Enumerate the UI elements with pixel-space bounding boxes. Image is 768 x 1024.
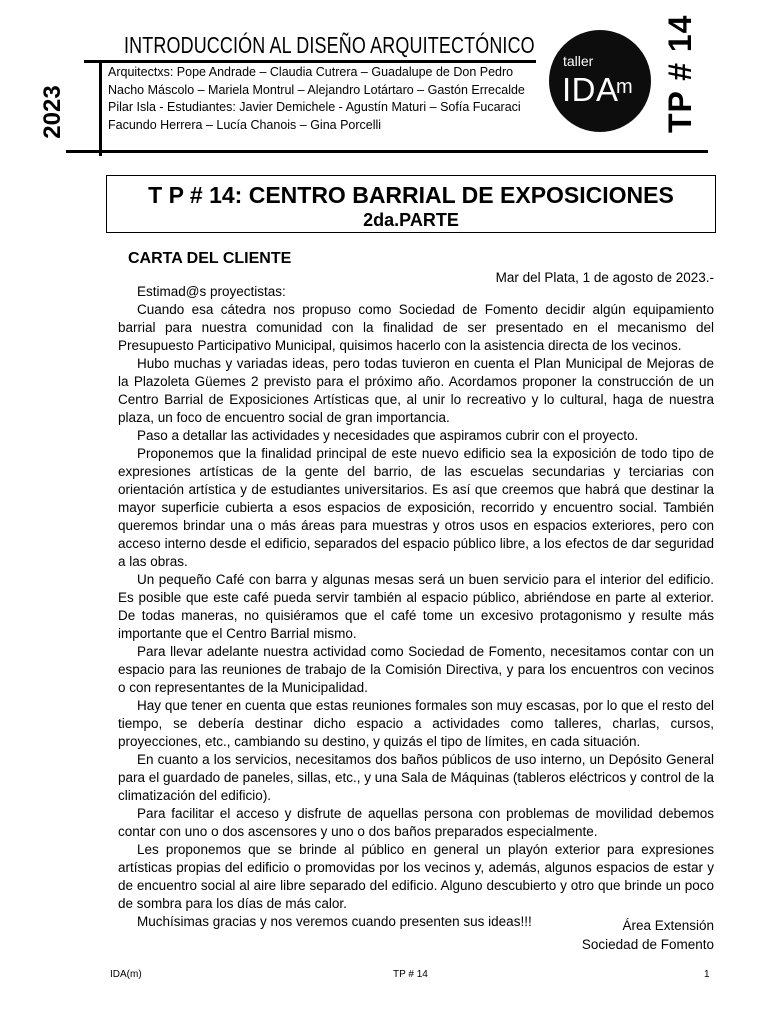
letter-paragraph: Paso a detallar las actividades y necesidades que aspiramos cubrir con el proyecto. [137,428,639,443]
logo-taller-text: taller [563,53,594,69]
tp-number-label: TP # 14 [662,14,698,133]
signature-line: Área Extensión [622,918,714,933]
title-box [106,175,716,233]
year-label: 2023 [39,85,66,139]
page-number: 1 [704,969,710,980]
letter-paragraph: En cuanto a los servicios, necesitamos dos baños públicos de uso interno, un Depósito General para el guardado de paneles, sillas, etc., y una Sala de Máquinas (tableros eléctricos y control de la climatización del edificio). [118,752,714,803]
letter-paragraph: Muchísimas gracias y nos veremos cuando presenten sus ideas!!! [137,914,532,929]
letter-paragraph: Les proponemos que se brinde al público en general un playón exterior para expresiones artísticas propias del edificio o promovidas por los vecinos y, además, algunos espacios de estar y de encuentro social al aire libre separado del edificio. Alguno descubierto y otro que brinde un poco de sombra para los días de más calor. [118,842,714,911]
letter-paragraph: Hay que tener en cuenta que estas reuniones formales son muy escasas, por lo que el resto del tiempo, se debería destinar dicho espacio a actividades como talleres, charlas, cursos, proyecciones, etc., cambiando su destino, y quizás el tipo de límites, en cada situación. [118,698,714,749]
letter-date: Mar del Plata, 1 de agosto de 2023.- [495,270,714,285]
letter-paragraph: Para llevar adelante nuestra actividad como Sociedad de Fomento, necesitamos contar con un espacio para las reuniones de trabajo de la Comisión Directiva, y para los encuentros con vecinos o con representantes de la Municipalidad. [118,644,714,695]
letter-paragraph: Un pequeño Café con barra y algunas mesas será un buen servicio para el interior del edificio. Es posible que este café pueda servir también al espacio público, abriéndose en parte al exterior. De todas maneras, no quisiéramos que el café tome un excesivo protagonismo y resulte más importante que el Centro Barrial mismo. [118,572,714,641]
document-title: T P # 14: CENTRO BARRIAL DE EXPOSICIONES [148,182,674,208]
letter-paragraph: Proponemos que la finalidad principal de este nuevo edificio sea la exposición de todo tipo de expresiones artísticas de la gente del barrio, de las escuelas secundarias y terciarias con orientación artística y de estudiantes universitarios. Es así que creemos que habrá que destinar la mayor superficie cubierta a esos espacios de exposición, recorrido y encuentro social. También queremos brindar una o más áreas para muestras y otros usos en espacios exteriores, pero con acceso interno desde el edificio, separados del espacio público libre, a los efectos de dar seguridad a las obras. [118,446,714,569]
logo-ida-text: IDA [562,71,619,108]
course-title: INTRODUCCIÓN AL DISEÑO ARQUITECTÓNICO [124,32,535,58]
authors-line: Facundo Herrera – Lucía Chanois – Gina Porcelli [108,117,382,132]
authors-line: Nacho Máscolo – Mariela Montrul – Alejandro Lotártaro – Gastón Errecalde [108,82,525,97]
header-rule-bottom [66,150,708,153]
authors-line: Pilar Isla - Estudiantes: Javier Demichele - Agustín Maturi – Sofía Fucaraci [108,100,521,114]
letter-paragraph: Hubo muchas y variadas ideas, pero todas tuvieron en cuenta el Plan Municipal de Mejoras de la Plazoleta Güemes 2 previsto para el próximo año. Acordamos proponer la construcción de un Centro Barrial de Exposiciones Artísticas que, al unir lo recreativo y lo cultural, haga de nuestra plaza, un foco de encuentro social de gran importancia. [118,356,714,425]
authors-block [108,64,548,134]
authors-line: Arquitectxs: Pope Andrade – Claudia Cutrera – Guadalupe de Don Pedro [108,65,514,79]
letter-signature [582,916,714,954]
letter-paragraph: Cuando esa cátedra nos propuso como Sociedad de Fomento decidir algún equipamiento barrial para nuestra comunidad con la finalidad de ser presentado en el mecanismo del Presupuesto Participativo Municipal, quisimos hacerlo con la asistencia directa de los vecinos. [118,302,714,353]
section-title: CARTA DEL CLIENTE [128,250,292,267]
footer-left: IDA(m) [110,969,142,980]
header-vertical-rule [99,62,102,156]
letter-paragraph: Estimad@s proyectistas: [137,284,286,299]
signature-line: Sociedad de Fomento [581,937,714,952]
logo-m-text: m [616,76,633,98]
letter-body [118,283,714,931]
header-rule-top [84,60,536,63]
letter-paragraph: Para facilitar el acceso y disfrute de aquellas persona con problemas de movilidad debemos contar con uno o dos ascensores y uno o dos baños preparados especialmente. [118,806,714,839]
footer-center: TP # 14 [393,969,428,980]
document-subtitle: 2da.PARTE [363,210,459,230]
